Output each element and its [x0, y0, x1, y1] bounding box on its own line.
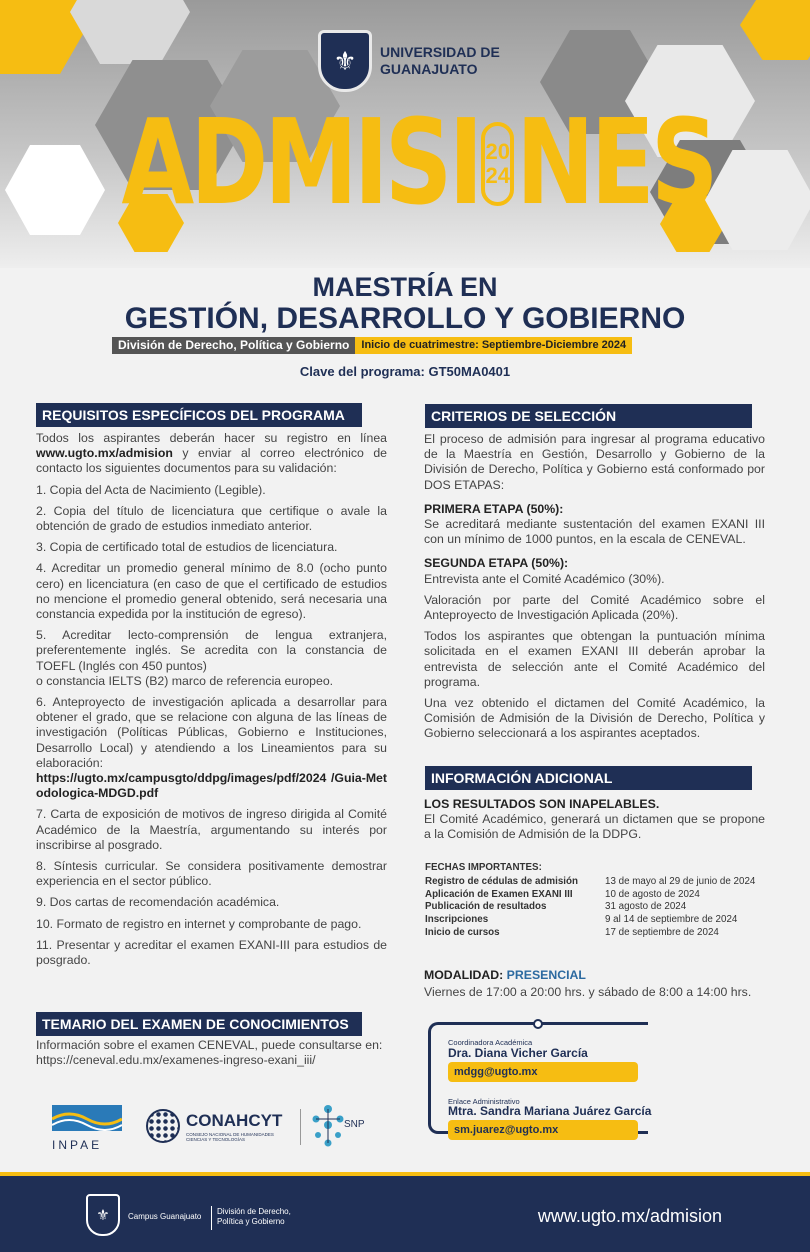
hex-decoration	[70, 0, 190, 64]
admisiones-title	[121, 95, 715, 232]
resultados-title: LOS RESULTADOS SON INAPELABLES.	[424, 797, 660, 811]
modalidad-value: PRESENCIAL	[506, 968, 586, 982]
footer	[0, 1172, 810, 1252]
segunda-etapa-text2: Valoración por parte del Comité Académico sobre el Anteproyecto de Investigación Aplicada (20%).	[424, 592, 765, 623]
snp-network-icon	[308, 1103, 348, 1147]
fecha-row: Inicio de cursos 17 de septiembre de 2024	[425, 926, 719, 938]
segunda-etapa-text1: Entrevista ante el Comité Académico (30%).	[424, 571, 665, 586]
hex-decoration	[5, 145, 105, 235]
university-name: UNIVERSIDAD DE GUANAJUATO	[380, 44, 500, 77]
footer-divider	[211, 1206, 212, 1230]
contact-name: Dra. Diana Vicher García	[448, 1046, 588, 1060]
university-shield-icon: ⚜	[318, 30, 372, 92]
hero-banner	[0, 0, 810, 268]
conahcyt-sub: CONSEJO NACIONAL DE HUMANIDADES CIENCIAS Y TECNOLOGÍAS	[186, 1132, 274, 1142]
fecha-row: Registro de cédulas de admisión 13 de mayo al 29 de junio de 2024	[425, 875, 756, 887]
footer-campus: Campus Guanajuato	[128, 1212, 202, 1221]
modalidad-line	[424, 968, 784, 983]
contact-role: Enlace Administrativo	[448, 1097, 520, 1106]
requisitos-list	[36, 431, 387, 974]
requisito-item: 7. Carta de exposición de motivos de ingreso dirigida al Comité Académico de la Maestría, argumentando su interés por inscribirse al posgrado.	[36, 807, 387, 852]
program-clave: Clave del programa: GT50MA0401	[299, 364, 511, 379]
fechas-title: FECHAS IMPORTANTES:	[425, 862, 542, 873]
contact-email[interactable]: mdgg@ugto.mx	[448, 1062, 638, 1082]
conahcyt-logo	[146, 1107, 296, 1147]
fecha-row: Publicación de resultados 31 agosto de 2024	[425, 901, 687, 913]
footer-url[interactable]: www.ugto.mx/admision	[537, 1206, 722, 1226]
requisito-item: 3. Copia de certificado total de estudios de licenciatura.	[36, 540, 338, 555]
info-text	[424, 797, 765, 849]
temario-heading: TEMARIO DEL EXAMEN DE CONOCIMIENTOS	[36, 1012, 362, 1036]
inpae-logo	[52, 1105, 124, 1152]
admision-link[interactable]: www.ugto.mx/admision	[36, 446, 173, 461]
requisito-item: 9. Dos cartas de recomendación académica.	[36, 895, 280, 910]
primera-etapa-text: Se acreditará mediante sustentación del examen EXANI III con un mínimo de 1000 puntos, en la escala de CENEVAL.	[424, 517, 765, 547]
requisitos-heading: REQUISITOS ESPECÍFICOS DEL PROGRAMA	[36, 403, 362, 427]
info-heading: INFORMACIÓN ADICIONAL	[425, 766, 752, 790]
inpae-label: INPAE	[52, 1138, 103, 1152]
logo-separator	[300, 1109, 301, 1145]
aprobacion-text: Todos los aspirantes que obtengan la puntuación mínima solicitada en el examen EXANI III deberán aprobar la entrevista de selección ante el Comité Académico del programa.	[424, 629, 765, 689]
year-bottom: 24	[485, 163, 510, 188]
resultados-text: El Comité Académico, generará un dictamen que se propone a la Comisión de Admisión de la DDPG.	[424, 812, 765, 842]
program-title-line1: MAESTRÍA EN	[312, 272, 498, 302]
inicio-label: Inicio de cuatrimestre: Septiembre-Diciembre 2024	[355, 337, 632, 354]
requisito-item: 5. Acreditar lecto-comprensión de lengua extranjera, preferentemente inglés. Se acredita con la constancia de TOEFL (Inglés con 450 puntos) o constancia IELTS (B2) marco de referencia europeo.	[36, 628, 387, 688]
segunda-etapa-title: SEGUNDA ETAPA (50%):	[424, 556, 569, 571]
fecha-row: Aplicación de Examen EXANI III 10 de agosto de 2024	[425, 888, 700, 900]
requisito-item: 10. Formato de registro en internet y comprobante de pago.	[36, 916, 362, 931]
horario-text: Viernes de 17:00 a 20:00 hrs. y sábado de 8:00 a 14:00 hrs.	[424, 985, 752, 1000]
requisito-item: 1. Copia del Acta de Nacimiento (Legible).	[36, 482, 266, 497]
university-logo	[318, 30, 510, 92]
guia-link[interactable]: https://ugto.mx/campusgto/ddpg/images/pdf/2024 /Guia-Metodologica-MDGD.pdf	[36, 771, 387, 801]
year-top: 20	[485, 139, 510, 164]
division-label: División de Derecho, Política y Gobierno	[112, 337, 355, 354]
requisito-item: 2. Copia del título de licenciatura que certifique o avale la obtención de grado de estudios inmediato anterior.	[36, 503, 387, 534]
conahcyt-label: CONAHCYT	[186, 1111, 283, 1130]
program-subbar	[112, 337, 632, 354]
conahcyt-dots-icon	[146, 1109, 180, 1143]
inpae-waves-icon	[52, 1105, 122, 1131]
modalidad-label: MODALIDAD:	[424, 968, 504, 982]
fecha-row: Inscripciones 9 al 14 de septiembre de 2024	[425, 914, 738, 926]
requisito-item: 8. Síntesis curricular. Se considera positivamente demostrar experiencia en el sector público.	[36, 859, 387, 889]
footer-division: División de Derecho, Política y Gobierno	[217, 1207, 291, 1226]
admisiones-year	[481, 122, 513, 206]
snp-label: SNP	[344, 1119, 365, 1130]
requisito-item: 4. Acreditar un promedio general mínimo de 8.0 (ocho punto cero) en licenciatura (en caso de que el certificado de estudios no mencione el promedio general obtenido, será necesaria una constancia expedida por la institución de egreso).	[36, 561, 387, 622]
requisitos-intro: Todos los aspirantes deberán hacer su registro en línea www.ugto.mx/admision y enviar al correo electrónico de contacto los siguientes documentos para su validación:	[36, 431, 387, 476]
dictamen-text: Una vez obtenido el dictamen del Comité Académico, la Comisión de Admisión de la División de Derecho, Política y Gobierno seleccionará a los aspirantes aceptados.	[424, 696, 765, 741]
requisito-item: 11. Presentar y acreditar el examen EXANI-III para estudios de posgrado.	[36, 937, 387, 968]
footer-shield-icon: ⚜	[86, 1194, 120, 1236]
contact-dot-icon	[533, 1019, 543, 1029]
criterios-heading: CRITERIOS DE SELECCIÓN	[425, 404, 752, 428]
admisiones-part1: ADMISI	[121, 95, 480, 232]
criterios-intro: El proceso de admisión para ingresar al programa educativo de la Maestría en Gestión, Desarrollo y Gobierno de la División de Derecho, Política y Gobierno está conformado por DOS ETAPAS:	[424, 432, 765, 492]
requisito-item: 6. Anteproyecto de investigación aplicada a desarrollar para obtener el grado, que se relacione con alguna de las líneas de investigación (Políticas Públicas, Gobierno e Instituciones, Desarrollo Local) y atendiendo a los Lineamientos para su elaboración: https://ugto.mx/campusgto/ddpg/images/pdf/2024 /Guia-Metodologica-MDGD.pdf	[36, 695, 387, 801]
criterios-text	[424, 432, 765, 748]
contact-name: Mtra. Sandra Mariana Juárez García	[448, 1104, 652, 1118]
program-title-line2: GESTIÓN, DESARROLLO Y GOBIERNO	[124, 302, 686, 335]
hex-decoration	[740, 0, 810, 60]
temario-text: Información sobre el examen CENEVAL, puede consultarse en: https://ceneval.edu.mx/examenes-ingreso-exani_iii/	[36, 1038, 383, 1068]
modalidad-block	[424, 968, 784, 1000]
fechas-importantes	[425, 862, 775, 940]
contact-email[interactable]: sm.juarez@ugto.mx	[448, 1120, 638, 1140]
snp-logo	[308, 1103, 372, 1149]
primera-etapa-title: PRIMERA ETAPA (50%):	[424, 501, 564, 516]
admisiones-part2: NES	[515, 95, 715, 232]
contact-role: Coordinadora Académica	[448, 1038, 533, 1047]
